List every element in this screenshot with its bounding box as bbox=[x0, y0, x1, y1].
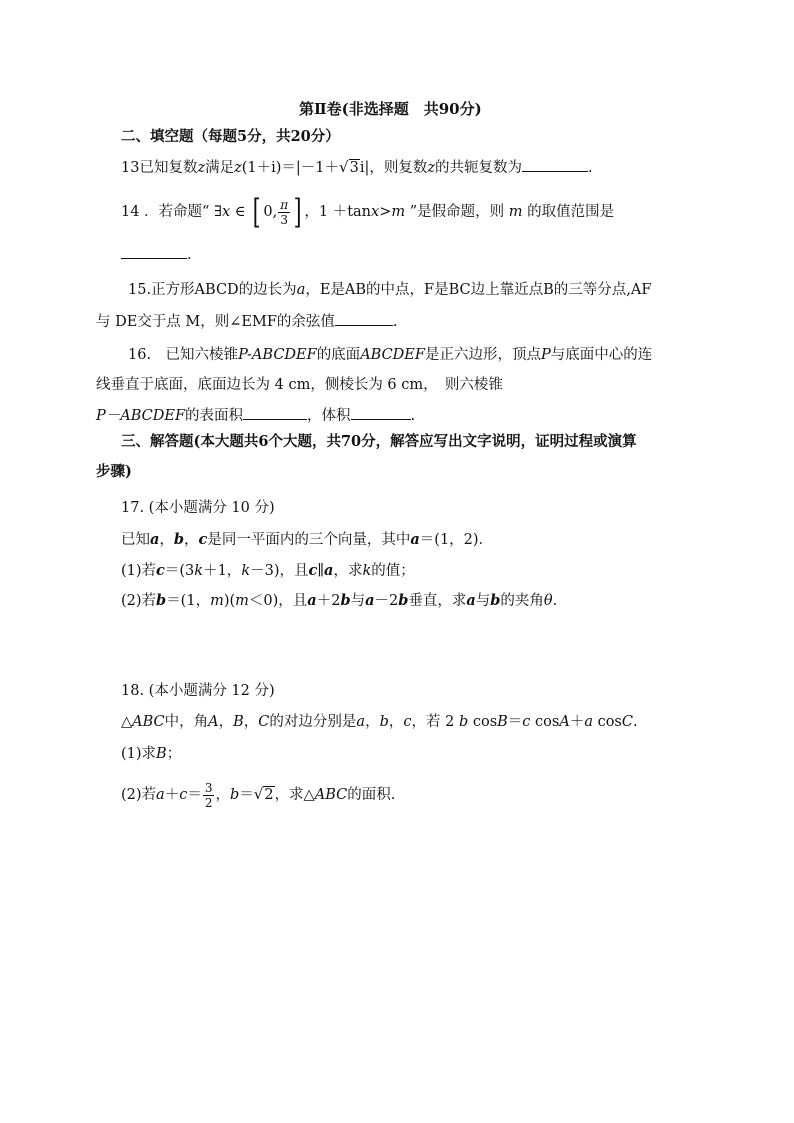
question-17-title: 17. (本小题满分 10 分) bbox=[121, 500, 275, 516]
question-15-line-1 bbox=[128, 280, 651, 300]
var-k: k bbox=[194, 563, 204, 579]
answer-blank[interactable] bbox=[121, 244, 187, 259]
var-theta: θ bbox=[543, 593, 553, 609]
angle-a: A bbox=[208, 714, 219, 730]
vector-a: a bbox=[410, 531, 420, 548]
side-a: a bbox=[584, 714, 593, 730]
question-14-answer-line bbox=[121, 244, 192, 265]
q18-text: ， bbox=[243, 714, 259, 730]
side-c: c bbox=[522, 714, 531, 730]
vector-b: b bbox=[490, 592, 501, 609]
q18-text: 的面积. bbox=[347, 787, 396, 803]
vector-c: c bbox=[198, 531, 208, 548]
q16-pyramid: P－ABCDEF bbox=[96, 408, 186, 424]
vector-a: a bbox=[307, 592, 317, 609]
q14-text: ”是假命题，则 bbox=[409, 204, 505, 220]
q17-text: ＋1， bbox=[203, 563, 242, 579]
q16-base: ABCDEF bbox=[360, 347, 425, 363]
q18-text: ， bbox=[218, 714, 234, 730]
question-16-line-2 bbox=[96, 375, 503, 395]
cos-fn: cos bbox=[597, 714, 622, 730]
answer-blank[interactable] bbox=[243, 405, 307, 420]
q13-text: i|，则复数 bbox=[359, 160, 428, 176]
side-a: a bbox=[156, 787, 165, 803]
question-17-part-1 bbox=[121, 561, 415, 581]
triangle-name: ABC bbox=[132, 714, 165, 730]
q14-var-x: x bbox=[371, 204, 380, 220]
q13-end: . bbox=[588, 160, 593, 176]
angle-a: A bbox=[559, 714, 570, 730]
q14-interval-zero: 0, bbox=[263, 204, 278, 220]
angle-b: B bbox=[156, 746, 167, 762]
q13-var-z: z bbox=[197, 160, 206, 176]
q14-text: ，1 ＋tan bbox=[304, 204, 372, 220]
q18-text: ，求△ bbox=[274, 787, 315, 803]
answer-blank[interactable] bbox=[351, 405, 411, 420]
question-17-stem bbox=[121, 530, 493, 550]
q16-pyramid: P-ABCDEF bbox=[238, 347, 317, 363]
sqrt-sign-icon: √ bbox=[253, 785, 264, 803]
plus: ＋ bbox=[569, 714, 585, 730]
q14-fraction bbox=[278, 198, 290, 227]
fraction-numerator: 3 bbox=[204, 780, 213, 795]
fraction-denominator: 3 bbox=[280, 212, 288, 227]
q16-vertex: P bbox=[540, 347, 551, 363]
triangle-name: ABC bbox=[314, 787, 348, 803]
angle-b: B bbox=[497, 714, 508, 730]
q17-text: ， bbox=[184, 532, 199, 548]
q14-var-m: m bbox=[508, 204, 523, 220]
vector-b: b bbox=[398, 592, 409, 609]
q17-text: －3)，且 bbox=[250, 563, 309, 579]
q14-prefix: 14 ．若命题“ ∃ bbox=[121, 204, 222, 220]
angle-c: C bbox=[258, 714, 270, 730]
answer-section-header-cont: 步骤) bbox=[96, 463, 132, 480]
q14-end: . bbox=[187, 247, 192, 263]
q18-sqrt-arg: 2 bbox=[264, 787, 274, 803]
side-b: b bbox=[379, 714, 389, 730]
q18-text: (2)若 bbox=[121, 787, 157, 803]
side-b: b bbox=[229, 787, 240, 803]
q13-sqrt-arg: 3 bbox=[349, 160, 359, 176]
section-title: 第Ⅱ卷(非选择题 共90分) bbox=[299, 100, 482, 118]
q17-text: 垂直，求 bbox=[408, 593, 467, 609]
equals: ＝ bbox=[239, 787, 254, 803]
vector-c: c bbox=[308, 562, 318, 579]
var-m: m bbox=[235, 593, 249, 609]
q14-gt: > bbox=[379, 204, 392, 220]
q14-var-m: m bbox=[391, 204, 406, 220]
q16-text: ，体积 bbox=[307, 408, 351, 424]
vector-b: b bbox=[156, 592, 167, 609]
q14-var-x: x bbox=[221, 204, 231, 220]
sqrt-sign-icon: √ bbox=[339, 158, 349, 176]
vector-a: a bbox=[150, 531, 160, 548]
angle-c: C bbox=[621, 714, 633, 730]
q16-end: . bbox=[410, 408, 416, 424]
question-15-line-2 bbox=[96, 311, 398, 332]
q18-text: ； bbox=[166, 746, 182, 762]
plus: ＋ bbox=[164, 787, 180, 803]
q16-text: 的表面积 bbox=[185, 408, 244, 424]
answer-blank[interactable] bbox=[522, 157, 588, 172]
angle-b: B bbox=[233, 714, 244, 730]
q17-text: (1)若 bbox=[121, 563, 157, 579]
q15-end: . bbox=[392, 314, 398, 330]
question-13 bbox=[121, 157, 593, 178]
cos-fn: cos bbox=[535, 714, 560, 730]
question-18-title: 18. (本小题满分 12 分) bbox=[121, 683, 275, 699]
q13-var-z: z bbox=[234, 160, 242, 176]
q17-text: 是同一平面内的三个向量，其中 bbox=[207, 532, 411, 548]
q16-text: 的底面 bbox=[316, 347, 361, 363]
fraction-denominator: 2 bbox=[204, 795, 213, 810]
q18-text: (1)求 bbox=[121, 746, 157, 762]
side-b: b bbox=[458, 714, 469, 730]
q14-text: 的取值范围是 bbox=[527, 204, 615, 220]
question-18-stem bbox=[121, 712, 638, 732]
q16-text: 线垂直于底面，底面边长为 4 cm，侧棱长为 6 cm， 则六棱锥 bbox=[96, 377, 503, 393]
parallel-symbol: ∥ bbox=[317, 563, 325, 579]
q15-text: ，E是AB的中点，F是BC边上靠近点B的三等分点,AF bbox=[305, 282, 652, 298]
q17-text: 与 bbox=[350, 593, 366, 609]
side-a: a bbox=[356, 714, 366, 730]
q16-text: 是正六边形，顶点 bbox=[424, 347, 541, 363]
var-k: k bbox=[362, 563, 372, 579]
q16-text: 与底面中心的连 bbox=[550, 347, 653, 363]
answer-section-header: 三、解答题(本大题共6个大题，共70分，解答应写出文字说明，证明过程或演算 bbox=[121, 433, 637, 450]
question-18-part-2 bbox=[121, 776, 395, 812]
q13-text: 满足 bbox=[205, 160, 235, 176]
q18-text: 中，角 bbox=[164, 714, 209, 730]
q15-var-a: a bbox=[296, 282, 306, 298]
left-bracket-icon: [ bbox=[252, 192, 261, 232]
question-16-line-3 bbox=[96, 405, 415, 426]
q18-text: . bbox=[632, 714, 638, 730]
q17-text: ＋2 bbox=[316, 593, 341, 609]
var-m: m bbox=[210, 593, 224, 609]
q13-prefix: 13已知复数 bbox=[121, 160, 198, 176]
side-c: c bbox=[179, 787, 188, 803]
q18-text: ， bbox=[215, 787, 230, 803]
q13-var-z: z bbox=[427, 160, 435, 176]
q15-text: 15.正方形ABCD的边长为 bbox=[128, 282, 297, 298]
vector-c: c bbox=[156, 562, 165, 579]
q13-text: 的共轭复数为 bbox=[435, 160, 522, 176]
q18-text: ， bbox=[365, 714, 380, 730]
cos-fn: cos bbox=[472, 714, 498, 730]
q17-text: ，求 bbox=[333, 563, 363, 579]
equals: ＝ bbox=[187, 787, 202, 803]
var-k: k bbox=[241, 563, 251, 579]
q18-fraction bbox=[203, 781, 215, 810]
q17-text: ＜0)，且 bbox=[248, 593, 308, 609]
vector-a: a bbox=[466, 592, 476, 609]
q15-text: 与 DE交于点 M，则∠EMF的余弦值 bbox=[96, 314, 335, 330]
q18-text: ， bbox=[388, 714, 404, 730]
q17-text: 的值； bbox=[371, 563, 415, 579]
q17-text: 与 bbox=[475, 593, 491, 609]
q17-text: ＝(1，2)． bbox=[419, 532, 494, 548]
question-17-part-2 bbox=[121, 591, 557, 611]
fraction-numerator: π bbox=[280, 197, 289, 212]
question-14 bbox=[121, 192, 614, 232]
q17-text: －2 bbox=[374, 593, 399, 609]
vector-a: a bbox=[324, 562, 334, 579]
vector-a: a bbox=[365, 592, 375, 609]
q17-text: ， bbox=[159, 532, 174, 548]
q18-text: 的对边分别是 bbox=[269, 714, 357, 730]
q17-text: ＝(3 bbox=[164, 563, 195, 579]
q18-text: ，若 2 bbox=[411, 714, 455, 730]
right-bracket-icon: ] bbox=[293, 192, 302, 232]
question-16-line-1 bbox=[128, 345, 652, 365]
fill-in-section-header: 二、填空题（每题5分，共20分） bbox=[121, 128, 340, 145]
vector-b: b bbox=[173, 531, 185, 548]
q17-text: . bbox=[552, 593, 558, 609]
q14-in-symbol: ∈ bbox=[234, 204, 246, 220]
answer-blank[interactable] bbox=[335, 311, 393, 326]
q16-text: 16. 已知六棱锥 bbox=[128, 347, 239, 363]
q17-text: )( bbox=[223, 593, 236, 609]
triangle-symbol: △ bbox=[121, 714, 133, 730]
equals: ＝ bbox=[507, 714, 523, 730]
vector-b: b bbox=[340, 592, 351, 609]
q17-text: 的夹角 bbox=[500, 593, 544, 609]
side-c: c bbox=[403, 714, 412, 730]
q17-text: ＝(1， bbox=[166, 593, 211, 609]
question-18-part-1 bbox=[121, 744, 181, 764]
q13-text: (1＋i)＝|－1＋ bbox=[241, 160, 340, 176]
q17-text: (2)若 bbox=[121, 593, 157, 609]
q17-text: 已知 bbox=[121, 532, 150, 548]
